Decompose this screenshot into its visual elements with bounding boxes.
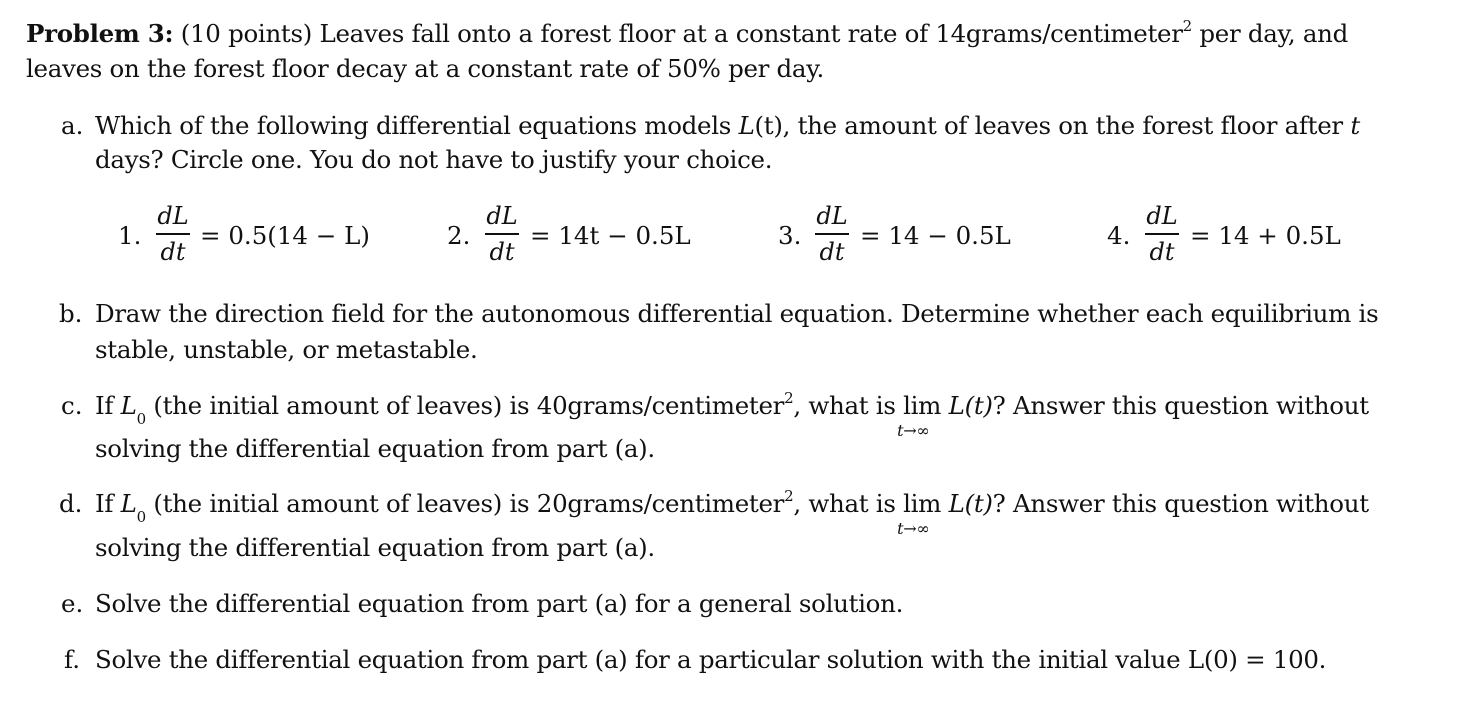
option-1-denominator: dt (160, 237, 186, 266)
fraction-bar (815, 233, 849, 235)
option-4-number: 4. (1107, 221, 1131, 250)
part-c-label: c. (61, 391, 83, 420)
problem-exponent: 2 (1182, 17, 1192, 35)
part-d-pre: If (95, 489, 121, 518)
part-c-question: , what is (793, 391, 904, 420)
part-c-pre: If (95, 391, 121, 420)
part-d-fn: L(t) (941, 489, 993, 518)
part-a-var: t (1350, 111, 1360, 140)
part-f-condition: L(0) = 100. (1187, 645, 1327, 674)
option-3-numerator: dL (816, 202, 848, 230)
option-4-fraction (1145, 204, 1179, 264)
part-c-line-1 (95, 389, 1369, 440)
option-1-fraction (156, 204, 190, 264)
part-d-mid: (the initial amount of leaves) is 20grams/centimeter (145, 489, 785, 518)
part-f-text: Solve the differential equation from part (a) for a particular solution with the initial value (95, 645, 1188, 674)
part-d-subscript: 0 (136, 507, 146, 526)
part-b-line-1: Draw the direction field for the autonomous differential equation. Determine whether each equilibrium is (95, 299, 1379, 328)
part-f-line (95, 645, 1327, 674)
part-b-label: b. (59, 299, 83, 328)
part-c-var: L (120, 391, 137, 420)
part-d-lim-under: t→∞ (897, 519, 930, 538)
part-a-text-pre: Which of the following differential equations models (95, 111, 739, 140)
fraction-bar (485, 233, 519, 235)
part-c-limit (897, 391, 942, 440)
option-2-fraction (485, 204, 519, 264)
option-3-fraction (815, 204, 849, 264)
option-2-number: 2. (447, 221, 471, 250)
part-e-text: Solve the differential equation from part (a) for a general solution. (95, 589, 904, 618)
part-c-post: ? Answer this question without (992, 391, 1369, 420)
option-1-rhs: = 0.5(14 − L) (200, 221, 370, 250)
part-a-label: a. (61, 111, 84, 140)
part-d-label: d. (59, 489, 83, 518)
part-d-var: L (120, 489, 137, 518)
option-2-denominator: dt (489, 237, 515, 266)
part-c-lim-text: lim (903, 391, 942, 420)
problem-title: Problem 3: (26, 19, 174, 48)
part-c-mid: (the initial amount of leaves) is 40grams/centimeter (145, 391, 785, 420)
option-3-rhs: = 14 − 0.5L (860, 221, 1011, 250)
part-d-exponent: 2 (784, 487, 794, 505)
part-a-arg: (t) (754, 111, 783, 140)
option-2-rhs: = 14t − 0.5L (530, 221, 691, 250)
option-4-numerator: dL (1146, 202, 1178, 230)
option-1-number: 1. (118, 221, 142, 250)
part-e-label: e. (61, 589, 84, 618)
part-c-lim-under: t→∞ (897, 421, 930, 440)
part-a-line-2: days? Circle one. You do not have to justify your choice. (95, 145, 773, 174)
part-d-post: ? Answer this question without (992, 489, 1369, 518)
option-4-denominator: dt (1149, 237, 1175, 266)
part-c-subscript: 0 (136, 409, 146, 428)
part-a-line-1 (95, 111, 1360, 140)
part-c-line-2: solving the differential equation from part (a). (95, 434, 655, 463)
part-d-lim-text: lim (903, 489, 942, 518)
option-3-number: 3. (778, 221, 802, 250)
part-f-label: f. (64, 645, 80, 674)
problem-line-1 (26, 17, 1348, 48)
part-c-fn: L(t) (941, 391, 993, 420)
part-b-line-2: stable, unstable, or metastable. (95, 335, 478, 364)
option-1-numerator: dL (157, 202, 189, 230)
part-d-line-2: solving the differential equation from part (a). (95, 533, 655, 562)
part-d-limit (897, 489, 942, 538)
problem-line-2: leaves on the forest floor decay at a constant rate of 50% per day. (26, 54, 825, 83)
problem-statement-1: Leaves fall onto a forest floor at a constant rate of 14grams/centimeter (319, 19, 1183, 48)
option-4-rhs: = 14 + 0.5L (1190, 221, 1341, 250)
fraction-bar (156, 233, 190, 235)
part-d-line-1 (95, 487, 1369, 538)
problem-points: (10 points) (180, 19, 312, 48)
option-2-numerator: dL (486, 202, 518, 230)
part-c-exponent: 2 (784, 389, 794, 407)
option-3-denominator: dt (819, 237, 845, 266)
problem-statement-tail: per day, and (1191, 19, 1348, 48)
part-a-fn: L (738, 111, 755, 140)
part-d-question: , what is (793, 489, 904, 518)
part-a-text-post: , the amount of leaves on the forest floor after (782, 111, 1351, 140)
fraction-bar (1145, 233, 1179, 235)
